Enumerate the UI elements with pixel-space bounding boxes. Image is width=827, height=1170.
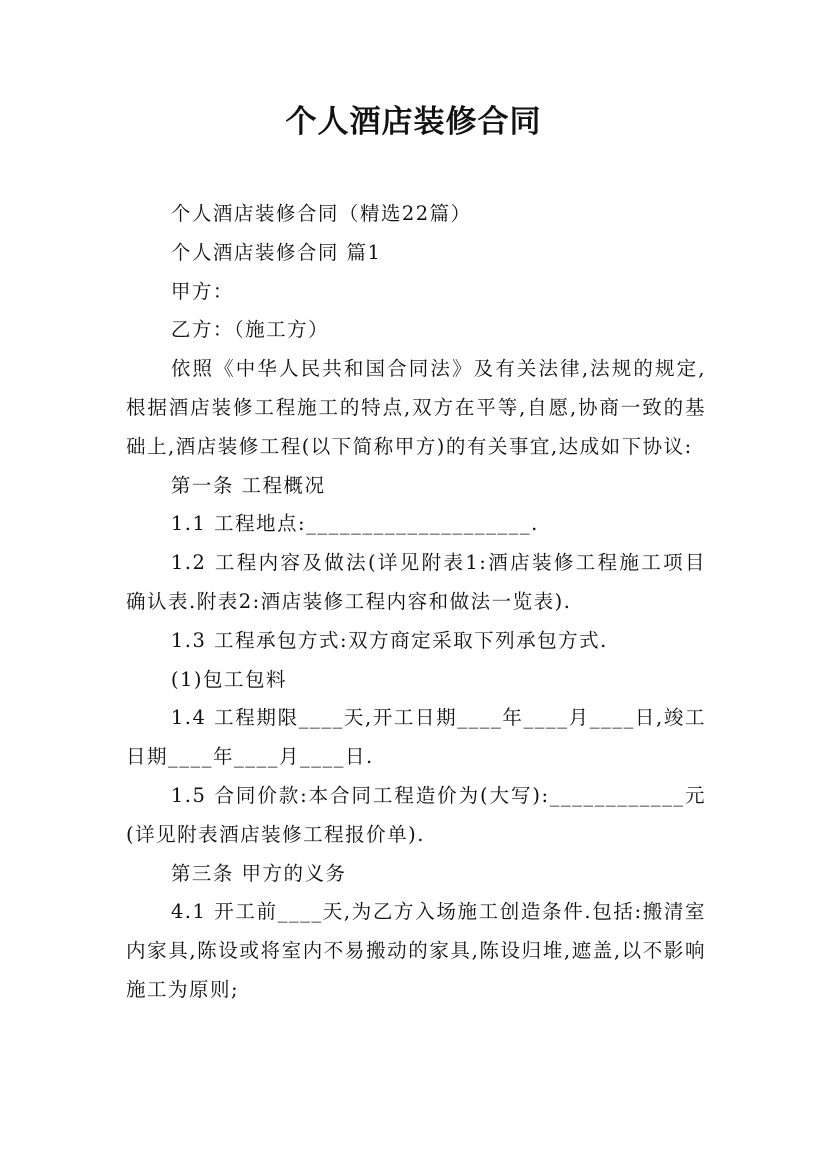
- paragraph-collection-heading: 个人酒店装修合同（精选22篇）: [170, 202, 472, 225]
- paragraph-article-heading: 个人酒店装修合同 篇1: [170, 240, 382, 264]
- paragraph-clause-1-2: 1.2 工程内容及做法(详见附表1:酒店装修工程施工项目确认表.附表2:酒店装修工程内容和做法一览表).: [126, 551, 706, 613]
- paragraph-party-b: 乙方：（施工方）: [170, 318, 330, 342]
- document-title: 个人酒店装修合同: [285, 104, 542, 140]
- document-body: [126, 195, 706, 1010]
- paragraph-clause-1-3: 1.3 工程承包方式:双方商定采取下列承包方式.: [170, 628, 608, 652]
- paragraph-preamble: 依照《中华人民共和国合同法》及有关法律,法规的规定,根据酒店装修工程施工的特点,双方在平等,自愿,协商一致的基础上,酒店装修工程(以下简称甲方)的有关事宜,达成如下协议:: [126, 357, 706, 458]
- paragraph-party-a: 甲方：: [170, 279, 234, 303]
- paragraph-clause-1-5: 1.5 合同价款:本合同工程造价为(大写):____________元(详见附表酒店装修工程报价单).: [126, 783, 706, 846]
- paragraph-clause-1-1: 1.1 工程地点:____________________.: [170, 512, 539, 536]
- paragraph-section-1-heading: 第一条 工程概况: [170, 473, 326, 497]
- paragraph-clause-4-1: 4.1 开工前____天,为乙方入场施工创造条件.包括:搬清室内家具,陈设或将室内不易搬动的家具,陈设归堆,遮盖,以不影响施工为原则;: [126, 900, 706, 1001]
- paragraph-clause-1-3-option: (1)包工包料: [170, 667, 287, 691]
- paragraph-section-3-heading: 第三条 甲方的义务: [170, 861, 347, 885]
- paragraph-clause-1-4: 1.4 工程期限____天,开工日期____年____月____日,竣工日期____年____月____日.: [126, 706, 706, 769]
